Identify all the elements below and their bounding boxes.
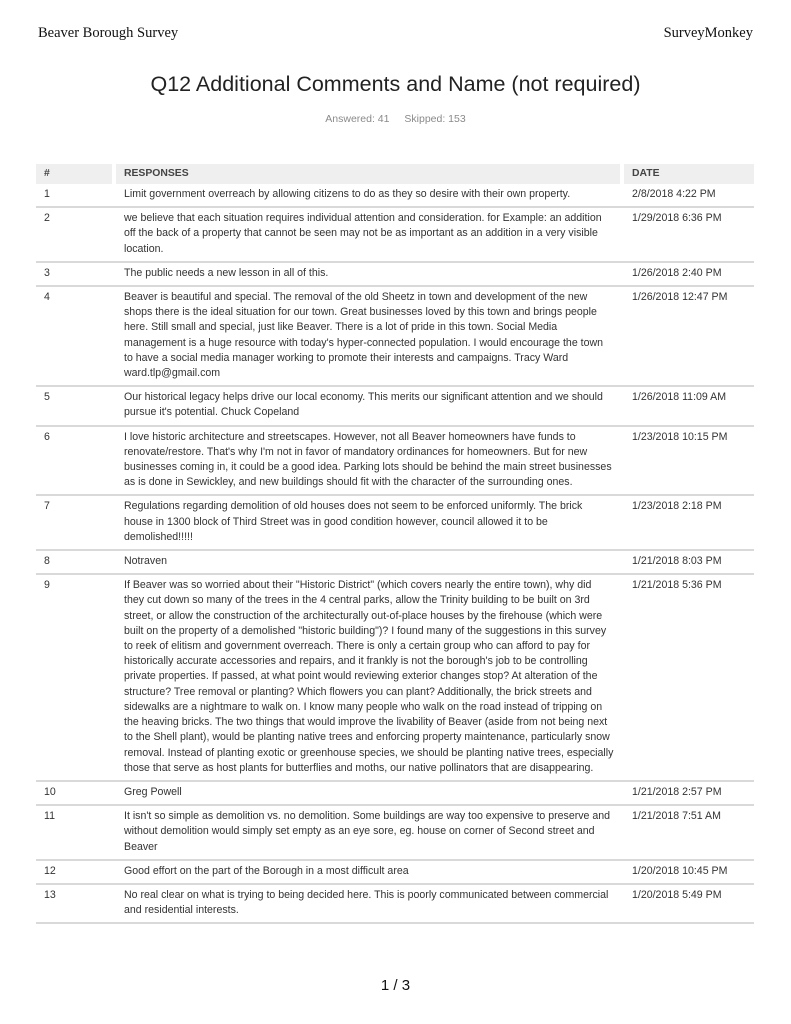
column-header-responses: RESPONSES	[116, 164, 624, 184]
response-date: 1/23/2018 10:15 PM	[624, 427, 754, 497]
response-number: 9	[36, 575, 116, 782]
response-text: Regulations regarding demolition of old houses does not seem to be enforced uniformly. The brick house in 1300 block of Third Street was in good condition however, council allowed it to be demolished!!!!!	[116, 496, 624, 551]
table-row	[36, 885, 754, 924]
response-date: 1/29/2018 6:36 PM	[624, 208, 754, 263]
response-text: Beaver is beautiful and special. The removal of the old Sheetz in town and development of the new shops there is the ideal situation for our town. Great businesses loved by this town and brings people here. Still small and special, just like Beaver. There is a lot of pride in this town. Social Media management is a huge resource with today's hyper-connected population. I would encourage the town to have a social media manager working to promote their interests and campaigns. Tracy Ward ward.tlp@gmail.com	[116, 287, 624, 387]
table-header-row	[36, 164, 754, 184]
table-row	[36, 551, 754, 575]
response-date: 2/8/2018 4:22 PM	[624, 184, 754, 208]
response-text: It isn't so simple as demolition vs. no demolition. Some buildings are way too expensive to preserve and without demolition would simply set empty as an eye sore, eg. house on corner of Second street and Beaver	[116, 806, 624, 861]
table-row	[36, 387, 754, 426]
response-date: 1/21/2018 7:51 AM	[624, 806, 754, 861]
response-date: 1/20/2018 10:45 PM	[624, 861, 754, 885]
response-number: 2	[36, 208, 116, 263]
response-number: 13	[36, 885, 116, 924]
response-number: 7	[36, 496, 116, 551]
table-row	[36, 806, 754, 861]
response-number: 1	[36, 184, 116, 208]
response-number: 11	[36, 806, 116, 861]
response-text: If Beaver was so worried about their "Historic District" (which covers nearly the entire town), why did they cut down so many of the trees in the 4 central parks, allow the Trinity building to be built on 3rd street, or allow the construction of the architecturally out-of-place houses by the firehouse (which were built on the property of a demolished "historic building")? I found many of the suggestions in this survey to reek of elitism and government overreach. There is only a certain group who can afford to pay for historically accurate accessories and repairs, and it frankly is not the borough's job to be controlling private properties. If passed, at what point would reviewing exterior changes stop? At alteration of the structure? Tree removal or planting? Which flowers you can plant? Additionally, the brick streets and sidewalks are a nightmare to walk on. I know many people who walk on the road instead of tripping on the heaving bricks. The two things that would improve the livability of Beaver (aside from not being next to the Shell plant), would be planting native trees and enforcing property maintenance, particularly snow removal. Instead of planting exotic or greenhouse species, we should be planting native trees, especially those that serve as host plants for butterflies and moths, our native pollinators that are disappearing.	[116, 575, 624, 782]
response-text: Good effort on the part of the Borough in a most difficult area	[116, 861, 624, 885]
table-row	[36, 782, 754, 806]
response-number: 12	[36, 861, 116, 885]
table-row	[36, 287, 754, 387]
response-date: 1/20/2018 5:49 PM	[624, 885, 754, 924]
response-date: 1/23/2018 2:18 PM	[624, 496, 754, 551]
question-title: Q12 Additional Comments and Name (not required)	[150, 72, 641, 96]
response-date: 1/26/2018 12:47 PM	[624, 287, 754, 387]
table-row	[36, 427, 754, 497]
response-text: Our historical legacy helps drive our local economy. This merits our significant attention and we should pursue it's potential. Chuck Copeland	[116, 387, 624, 426]
response-text: No real clear on what is trying to being decided here. This is poorly communicated between commercial and residential interests.	[116, 885, 624, 924]
response-number: 10	[36, 782, 116, 806]
column-header-date: DATE	[624, 164, 754, 184]
response-date: 1/21/2018 2:57 PM	[624, 782, 754, 806]
response-date: 1/21/2018 5:36 PM	[624, 575, 754, 782]
response-stats	[0, 113, 791, 125]
skipped-count: Skipped: 153	[404, 113, 466, 125]
response-date: 1/26/2018 11:09 AM	[624, 387, 754, 426]
response-date: 1/26/2018 2:40 PM	[624, 263, 754, 287]
table-row	[36, 575, 754, 782]
response-text: I love historic architecture and streetscapes. However, not all Beaver homeowners have funds to renovate/restore. That's why I'm not in favor of mandatory ordinances for homeowners. But for new businesses coming in, it could be a good idea. Parking lots should be behind the main street businesses as is done in Sewickley, and new buildings should fit with the character of the surrounding ones.	[116, 427, 624, 497]
response-text: Limit government overreach by allowing citizens to do as they so desire with their own property.	[116, 184, 624, 208]
table-row	[36, 184, 754, 208]
table-row	[36, 208, 754, 263]
response-text: Greg Powell	[116, 782, 624, 806]
response-number: 5	[36, 387, 116, 426]
response-text: Notraven	[116, 551, 624, 575]
answered-count: Answered: 41	[325, 113, 390, 125]
response-text: The public needs a new lesson in all of this.	[116, 263, 624, 287]
response-number: 4	[36, 287, 116, 387]
page-indicator: 1 / 3	[380, 977, 411, 994]
response-number: 8	[36, 551, 116, 575]
table-row	[36, 496, 754, 551]
surveymonkey-brand: SurveyMonkey	[663, 25, 753, 41]
response-number: 6	[36, 427, 116, 497]
response-date: 1/21/2018 8:03 PM	[624, 551, 754, 575]
column-header-number: #	[36, 164, 116, 184]
responses-table	[36, 164, 754, 924]
table-row	[36, 861, 754, 885]
response-text: we believe that each situation requires individual attention and consideration. for Example: an addition off the back of a property that cannot be seen may not be as important as an addition in a very visible location.	[116, 208, 624, 263]
page-header	[38, 25, 753, 45]
response-number: 3	[36, 263, 116, 287]
table-row	[36, 263, 754, 287]
survey-name: Beaver Borough Survey	[38, 25, 179, 41]
